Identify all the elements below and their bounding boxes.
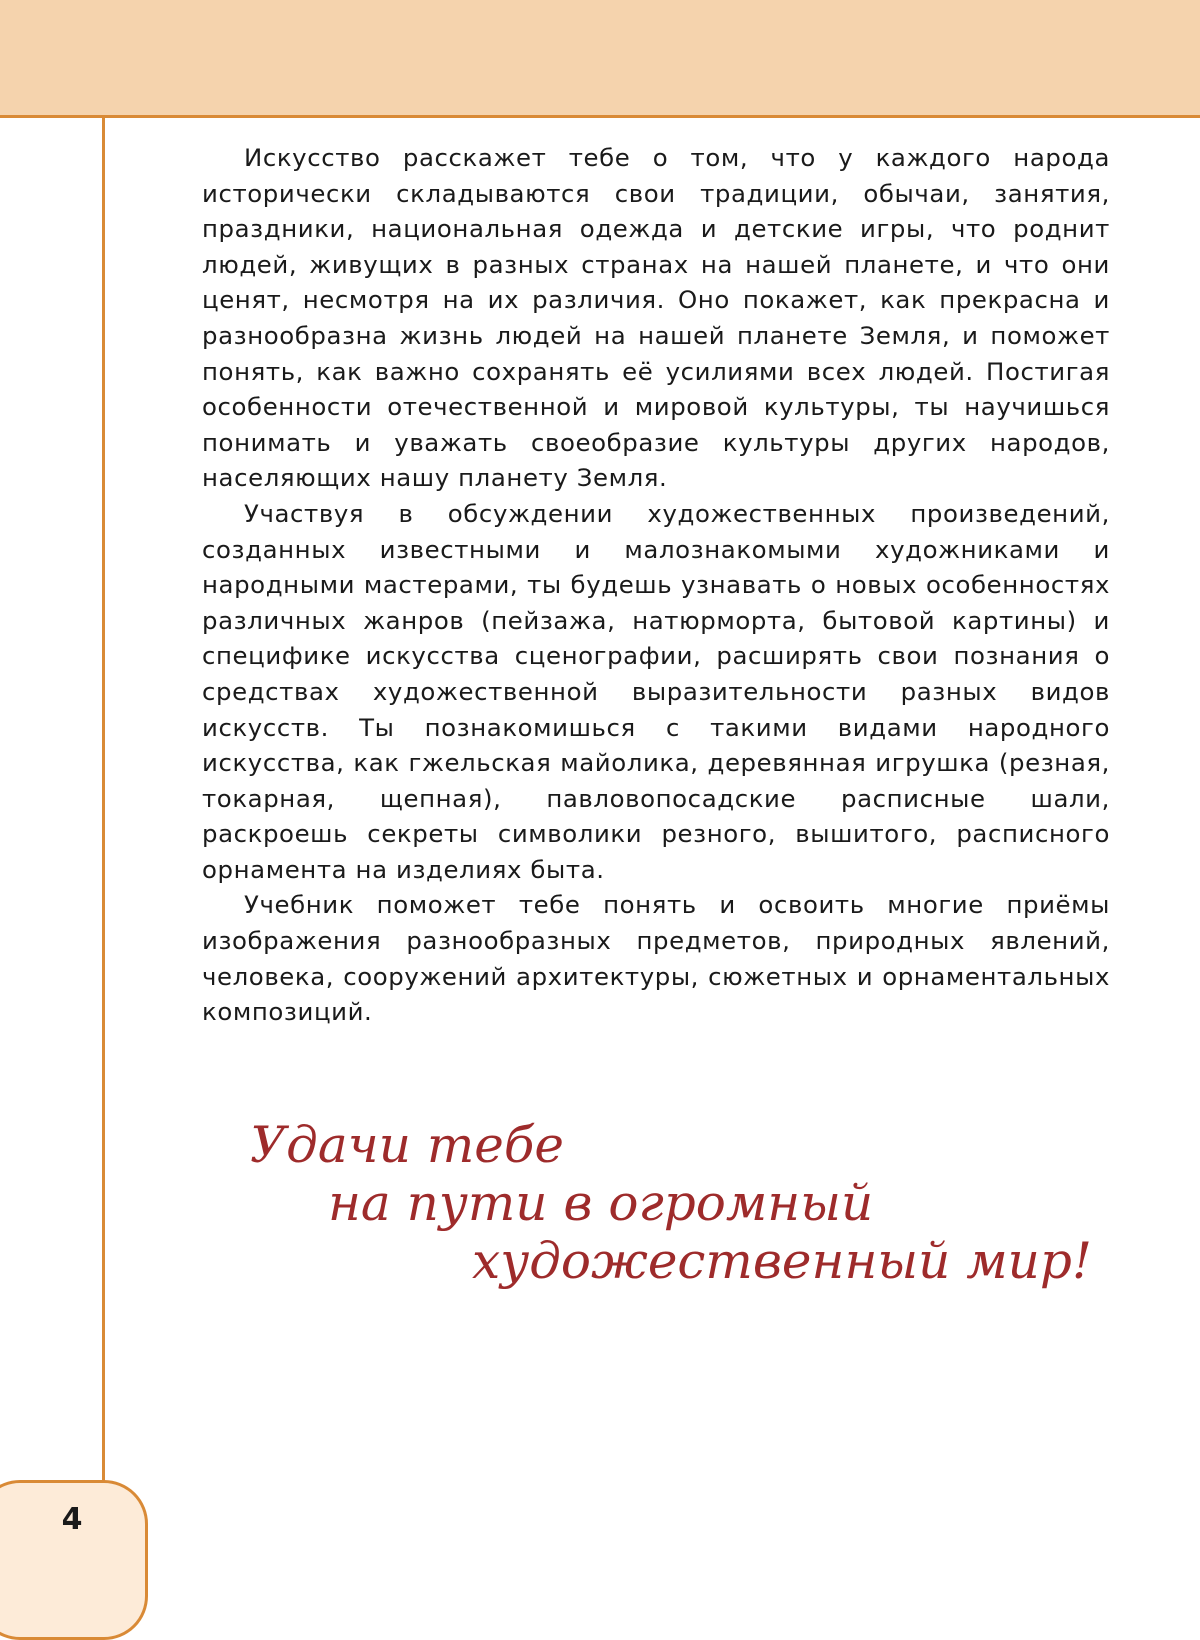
header-band <box>0 0 1200 118</box>
paragraph-artworks-discussion: Участвуя в обсуждении художественных произведений, созданных известными и малознакомыми художниками и народными мастерами, ты будешь узнавать о новых особенностях различных жанров (пейзажа, натюрморта, бытовой картины) и специфике искусства сценографии, расширять свои познания о средствах художественной выразительности разных видов искусств. Ты познакомишься с такими видами народного искусства, как гжельская майолика, деревянная игрушка (резная, токарная, щепная), павловопосадские расписные шали, раскроешь секреты символики резного, вышитого, расписного орнамента на изделиях быта. <box>202 498 1110 884</box>
closing-line-3: художественный мир! <box>472 1232 1092 1290</box>
handwritten-closing-svg <box>250 1116 1130 1320</box>
closing-line-1: Удачи тебе <box>250 1116 564 1174</box>
closing-line-2: на пути в огромный <box>328 1174 874 1232</box>
handwritten-closing <box>250 1116 1130 1320</box>
paragraph-textbook-techniques: Учебник поможет тебе понять и освоить многие приёмы изображения разнообразных предметов, природных явлений, человека, сооружений архитектуры, сюжетных и орнаментальных композиций. <box>202 890 1110 1027</box>
paragraph-art-traditions: Искусство расскажет тебе о том, что у каждого народа исторически складываются свои традиции, обычаи, занятия, праздники, национальная одежда и детские игры, что роднит людей, живущих в разных странах на нашей планете, и что они ценят, несмотря на их различия. Оно покажет, как прекрасна и разнообразна жизнь людей на нашей планете Земля, и поможет понять, как важно сохранять её усилиями всех людей. Постигая особенности отечественной и мировой культуры, ты научишься понимать и уважать своеобразие культуры других народов, населяющих нашу планету Земля. <box>202 143 1110 493</box>
page-number: 4 <box>61 1502 83 1537</box>
body-text <box>202 140 1110 1030</box>
margin-rule <box>102 118 105 1488</box>
